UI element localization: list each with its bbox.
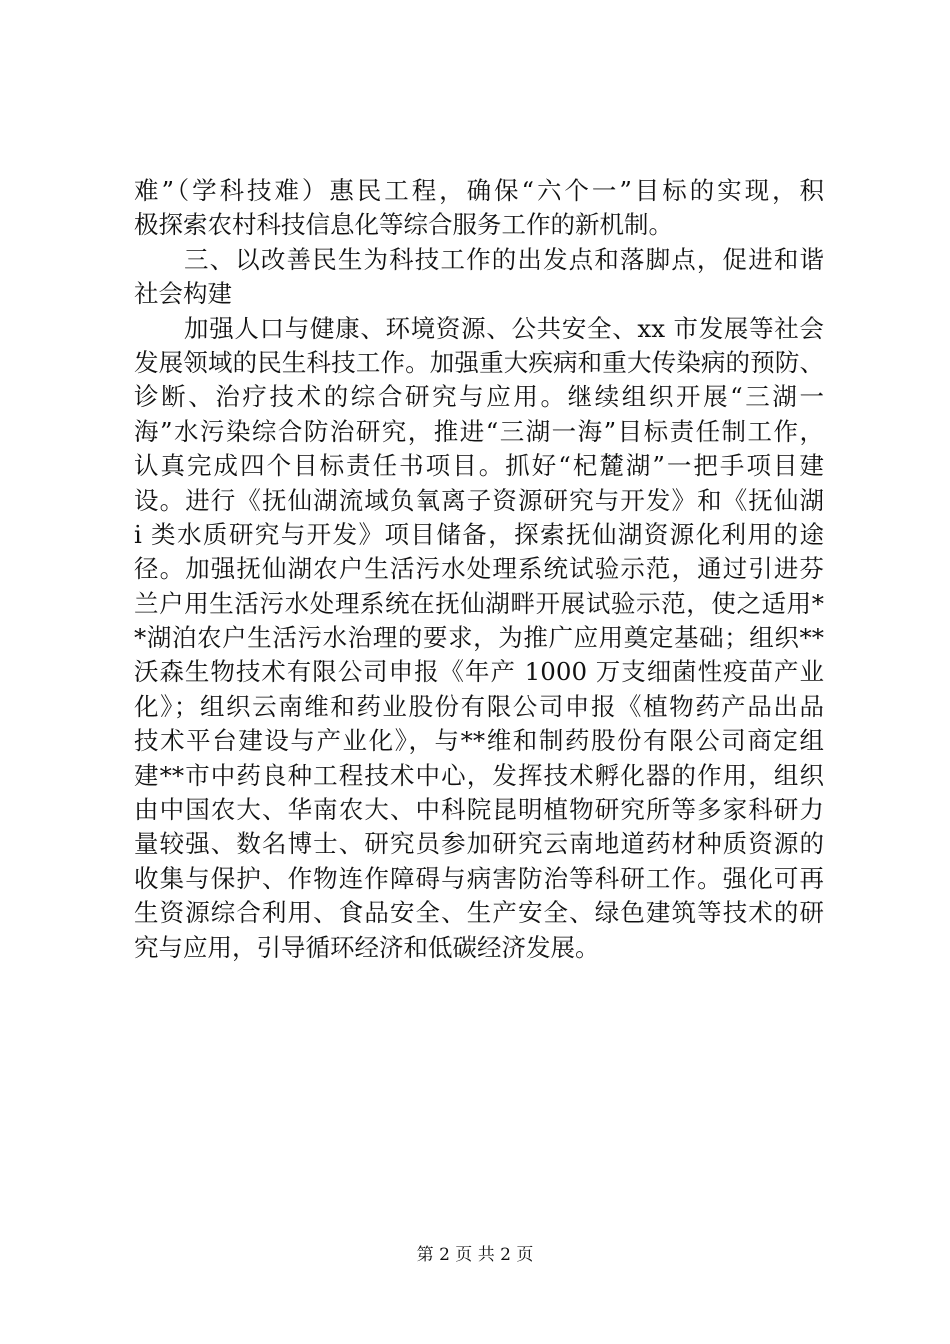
- text-line: 收集与保护、作物连作障碍与病害防治等科研工作。强化可再: [134, 863, 824, 893]
- text-line: *湖泊农户生活污水治理的要求，为推广应用奠定基础；组织**: [134, 623, 824, 653]
- section-heading-line: 三、以改善民生为科技工作的出发点和落脚点，促进和谐: [184, 244, 824, 274]
- text-line: 极探索农村科技信息化等综合服务工作的新机制。: [134, 210, 673, 240]
- text-line: 技术平台建设与产业化》，与**维和制药股份有限公司商定组: [134, 726, 824, 756]
- text-line: i 类水质研究与开发》项目储备，探索抚仙湖资源化利用的途: [134, 519, 824, 549]
- text-line: 径。加强抚仙湖农户生活污水处理系统试验示范，通过引进芬: [134, 554, 824, 584]
- text-line: 究与应用，引导循环经济和低碳经济发展。: [134, 932, 600, 962]
- text-line: 认真完成四个目标责任书项目。抓好“杞麓湖”一把手项目建: [134, 451, 824, 481]
- page-number-footer: 第 2 页 共 2 页: [416, 1245, 534, 1265]
- text-line: 量较强、数名博士、研究员参加研究云南地道药材种质资源的: [134, 829, 824, 859]
- document-body: [134, 174, 824, 965]
- text-line: 设。进行《抚仙湖流域负氧离子资源研究与开发》和《抚仙湖: [134, 485, 824, 515]
- text-line: 难”（学科技难）惠民工程，确保“六个一”目标的实现，积: [134, 176, 824, 205]
- text-line: 海”水污染综合防治研究，推进“三湖一海”目标责任制工作，: [134, 416, 824, 446]
- text-line: 由中国农大、华南农大、中科院昆明植物研究所等多家科研力: [134, 795, 824, 825]
- text-line: 发展领域的民生科技工作。加强重大疾病和重大传染病的预防、: [134, 347, 824, 377]
- text-line: 生资源综合利用、食品安全、生产安全、绿色建筑等技术的研: [134, 898, 824, 928]
- text-line: 加强人口与健康、环境资源、公共安全、xx 市发展等社会: [184, 313, 824, 343]
- text-line: 化》；组织云南维和药业股份有限公司申报《植物药产品出品: [134, 691, 824, 721]
- text-line: 沃森生物技术有限公司申报《年产 1000 万支细菌性疫苗产业: [134, 657, 824, 687]
- section-heading-line: 社会构建: [134, 279, 232, 309]
- text-line: 建**市中药良种工程技术中心，发挥技术孵化器的作用，组织: [134, 760, 824, 790]
- text-line: 诊断、治疗技术的综合研究与应用。继续组织开展“三湖一: [134, 382, 824, 412]
- text-line: 兰户用生活污水处理系统在抚仙湖畔开展试验示范，使之适用*: [134, 588, 824, 618]
